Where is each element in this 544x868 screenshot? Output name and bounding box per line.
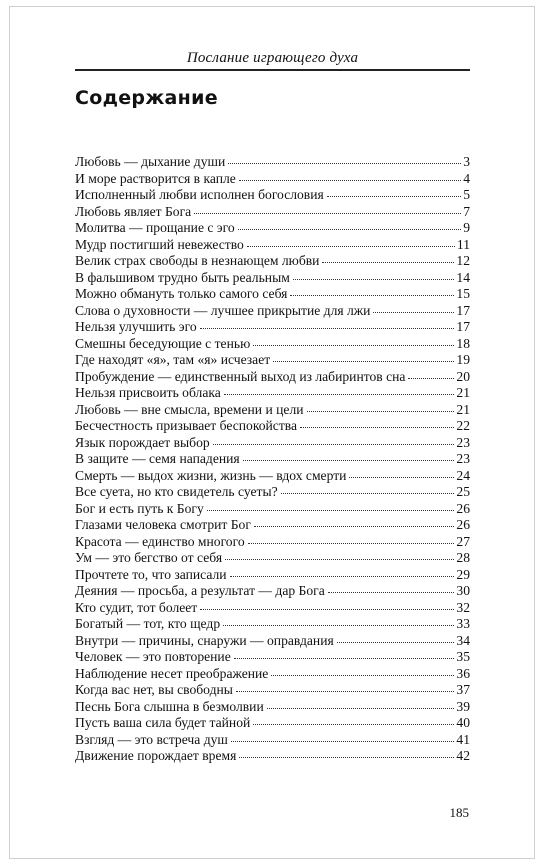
toc-heading: Содержание	[75, 87, 218, 109]
toc-entry-page: 27	[456, 533, 470, 549]
toc-dot-leader	[234, 658, 455, 659]
toc-entry	[75, 616, 470, 633]
toc-entry-title: Богатый — тот, кто щедр	[75, 616, 221, 631]
toc-entry-title: Бесчестность призывает беспокойства	[75, 418, 298, 433]
toc-dot-leader	[200, 328, 455, 329]
toc-entry-title: Исполненный любви исполнен богословия	[75, 187, 324, 202]
toc-entry-title: Красота — единство многого	[75, 533, 245, 549]
toc-entry	[75, 534, 470, 551]
toc-entry-page: 14	[456, 269, 470, 285]
toc-entry-title: Бог и есть путь к Богу	[75, 500, 204, 516]
toc-entry	[75, 468, 470, 485]
toc-entry-page: 34	[456, 632, 470, 648]
toc-dot-leader	[253, 724, 454, 725]
toc-entry	[75, 154, 470, 171]
toc-entry-page: 37	[456, 682, 470, 697]
toc-dot-leader	[267, 708, 455, 709]
toc-entry-page: 18	[456, 335, 470, 351]
toc-entry	[75, 204, 470, 221]
toc-entry-title: Нельзя улучшить эго	[75, 319, 197, 334]
toc-entry	[75, 220, 470, 237]
toc-entry-page: 3	[463, 154, 470, 169]
toc-entry-page: 23	[456, 451, 470, 466]
toc-dot-leader	[281, 493, 455, 494]
toc-dot-leader	[239, 180, 461, 181]
toc-dot-leader	[200, 609, 454, 610]
toc-entry	[75, 303, 470, 320]
toc-dot-leader	[373, 312, 454, 313]
toc-dot-leader	[254, 526, 454, 527]
toc-dot-leader	[322, 262, 454, 263]
toc-entry	[75, 270, 470, 287]
toc-entry-page: 36	[456, 665, 470, 681]
toc-dot-leader	[327, 196, 461, 197]
toc-entry-page: 19	[456, 352, 470, 367]
toc-entry-title: Прочтете то, что записали	[75, 566, 227, 582]
toc-entry-title: Взгляд — это встреча душ	[75, 731, 228, 747]
toc-entry-page: 25	[456, 484, 470, 499]
toc-entry	[75, 385, 470, 402]
toc-entry-page: 17	[456, 302, 470, 318]
toc-entry	[75, 402, 470, 419]
toc-entry-title: Деяния — просьба, а результат — дар Бога	[75, 583, 325, 598]
toc-entry-page: 23	[456, 434, 470, 450]
toc-entry-page: 40	[456, 715, 470, 730]
toc-entry	[75, 369, 470, 386]
toc-dot-leader	[290, 295, 454, 296]
toc-dot-leader	[253, 345, 454, 346]
toc-entry-page: 30	[456, 583, 470, 598]
toc-entry-page: 33	[456, 616, 470, 631]
toc-entry	[75, 567, 470, 584]
running-header: Послание играющего духа	[186, 50, 359, 66]
toc-entry-page: 7	[463, 203, 470, 219]
toc-entry	[75, 682, 470, 699]
toc-entry-title: Нельзя присвоить облака	[75, 385, 221, 400]
toc-entry-page: 39	[456, 698, 470, 714]
toc-entry	[75, 171, 470, 188]
toc-entry	[75, 253, 470, 270]
toc-entry-page: 32	[456, 599, 470, 615]
toc-entry	[75, 732, 470, 749]
toc-entry	[75, 237, 470, 254]
toc-dot-leader	[273, 361, 454, 362]
table-of-contents	[75, 154, 470, 765]
toc-dot-leader	[230, 576, 455, 577]
toc-dot-leader	[247, 246, 455, 247]
toc-entry-page: 21	[456, 385, 470, 400]
toc-entry-title: Где находят «я», там «я» исчезает	[75, 352, 271, 367]
toc-entry	[75, 451, 470, 468]
toc-entry-title: Человек — это повторение	[75, 649, 231, 664]
toc-entry	[75, 418, 470, 435]
toc-dot-leader	[337, 642, 455, 643]
toc-entry-title: Кто судит, тот болеет	[75, 599, 198, 615]
toc-entry	[75, 748, 470, 765]
toc-entry-page: 24	[456, 467, 470, 483]
toc-entry-title: Слова о духовности — лучшее прикрытие для лжи	[75, 302, 371, 318]
toc-entry-title: Можно обмануть только самого себя	[75, 286, 288, 301]
toc-dot-leader	[194, 213, 461, 214]
toc-entry-page: 11	[456, 236, 470, 252]
toc-entry-page: 12	[456, 253, 470, 268]
toc-dot-leader	[236, 691, 454, 692]
toc-entry-title: Смерть — выдох жизни, жизнь — вдох смерти	[75, 467, 347, 483]
toc-entry	[75, 666, 470, 683]
toc-dot-leader	[207, 510, 455, 511]
toc-entry	[75, 484, 470, 501]
toc-entry	[75, 286, 470, 303]
toc-entry	[75, 501, 470, 518]
toc-entry-title: Песнь Бога слышна в безмолвии	[75, 698, 264, 714]
toc-dot-leader	[225, 559, 454, 560]
toc-entry-page: 35	[456, 649, 470, 664]
toc-entry-title: Молитва — прощание с эго	[75, 220, 235, 235]
toc-entry-title: Движение порождает время	[75, 748, 237, 763]
toc-dot-leader	[307, 411, 455, 412]
toc-entry-page: 29	[456, 566, 470, 582]
toc-entry	[75, 187, 470, 204]
header-rule	[75, 69, 470, 71]
toc-dot-leader	[223, 625, 454, 626]
toc-entry	[75, 319, 470, 336]
toc-entry-title: Велик страх свободы в незнающем любви	[75, 253, 320, 268]
toc-dot-leader	[228, 163, 461, 164]
toc-entry	[75, 600, 470, 617]
toc-dot-leader	[408, 378, 454, 379]
toc-dot-leader	[300, 427, 454, 428]
toc-entry-title: И море растворится в капле	[75, 170, 236, 186]
toc-entry-page: 41	[456, 731, 470, 747]
toc-dot-leader	[231, 741, 455, 742]
toc-dot-leader	[224, 394, 455, 395]
toc-entry	[75, 715, 470, 732]
toc-entry	[75, 633, 470, 650]
toc-entry-title: Пусть ваша сила будет тайной	[75, 715, 251, 730]
toc-entry-title: Ум — это бегство от себя	[75, 550, 223, 565]
toc-entry	[75, 352, 470, 369]
toc-entry-page: 20	[456, 368, 470, 384]
toc-entry	[75, 583, 470, 600]
toc-entry-page: 42	[456, 748, 470, 763]
toc-dot-leader	[238, 229, 462, 230]
toc-entry-title: Все суета, но кто свидетель суеты?	[75, 484, 278, 499]
toc-entry-page: 4	[463, 170, 470, 186]
toc-entry-title: Язык порождает выбор	[75, 434, 210, 450]
toc-entry-page: 28	[456, 550, 470, 565]
toc-dot-leader	[213, 444, 455, 445]
toc-entry-page: 26	[456, 500, 470, 516]
toc-dot-leader	[239, 757, 454, 758]
toc-entry-page: 15	[456, 286, 470, 301]
toc-entry-title: Любовь являет Бога	[75, 203, 192, 219]
toc-entry-title: Пробуждение — единственный выход из лабиринтов сна	[75, 368, 406, 384]
toc-entry-title: Смешны беседующие с тенью	[75, 335, 251, 351]
toc-entry-title: Наблюдение несет преображение	[75, 665, 269, 681]
toc-entry-title: Мудр постигший невежество	[75, 236, 244, 252]
toc-entry	[75, 699, 470, 716]
page-number: 185	[449, 805, 469, 820]
toc-entry-page: 17	[456, 319, 470, 334]
toc-entry-title: Любовь — вне смысла, времени и цели	[75, 401, 304, 417]
toc-entry-title: В фальшивом трудно быть реальным	[75, 269, 290, 285]
toc-entry-page: 21	[456, 401, 470, 417]
toc-dot-leader	[293, 279, 455, 280]
toc-entry-page: 9	[463, 220, 470, 235]
toc-entry	[75, 517, 470, 534]
toc-entry-title: Любовь — дыхание души	[75, 154, 226, 169]
toc-entry-title: Когда вас нет, вы свободны	[75, 682, 233, 697]
toc-dot-leader	[349, 477, 454, 478]
toc-entry	[75, 336, 470, 353]
toc-dot-leader	[328, 592, 455, 593]
toc-entry-title: В защите — семя нападения	[75, 451, 240, 466]
toc-entry-page: 22	[456, 418, 470, 433]
toc-entry-page: 5	[463, 187, 470, 202]
toc-entry-title: Внутри — причины, снаружи — оправдания	[75, 632, 334, 648]
toc-dot-leader	[243, 460, 455, 461]
toc-entry	[75, 435, 470, 452]
toc-entry	[75, 649, 470, 666]
toc-entry-title: Глазами человека смотрит Бог	[75, 517, 251, 532]
toc-dot-leader	[271, 675, 454, 676]
toc-entry	[75, 550, 470, 567]
toc-dot-leader	[248, 543, 455, 544]
toc-entry-page: 26	[456, 517, 470, 532]
